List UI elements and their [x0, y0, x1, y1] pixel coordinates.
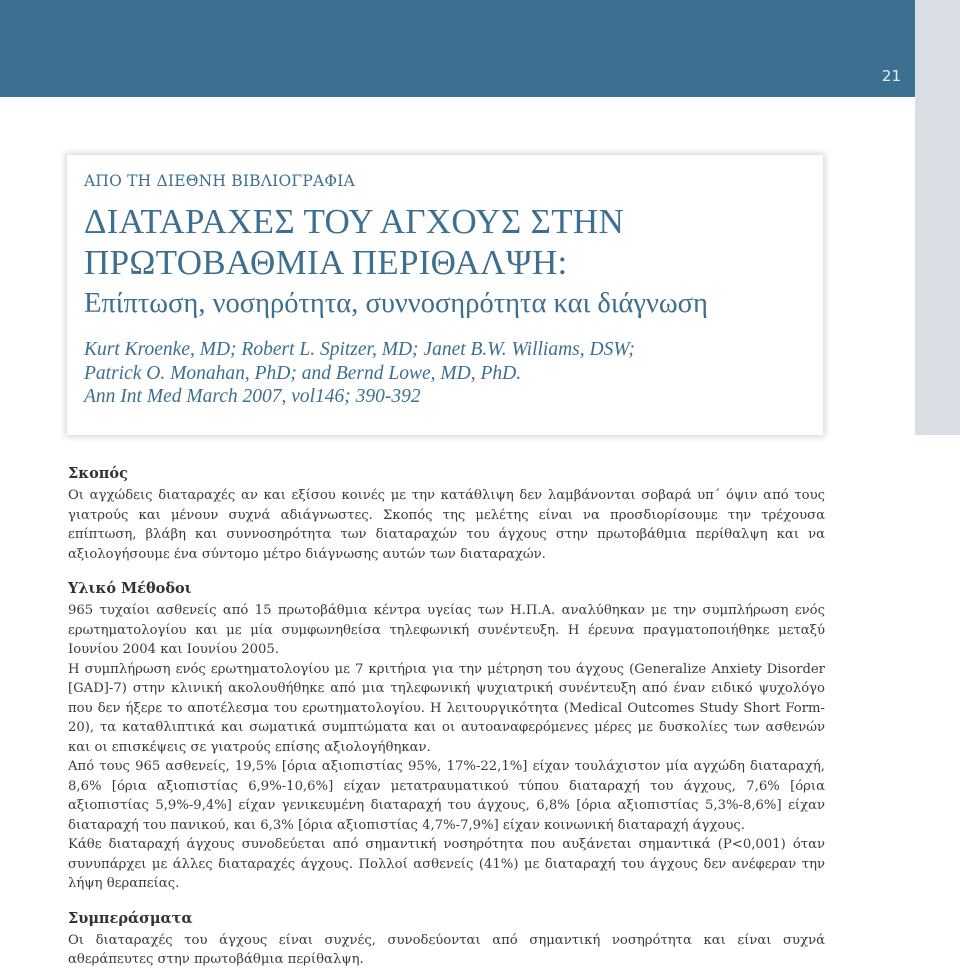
section-aim	[68, 464, 825, 564]
paragraph: Οι αγχώδεις διαταραχές αν και εξίσου κοινές με την κατάθλιψη δεν λαμβάνονται σοβαρά υπ΄ όψιν από τους γιατρούς και μένουν συχνά αδιάγνωστες. Σκοπός της μελέτης είναι να προσδιορίσουμε την τρέχουσα επίπτωση, βλάβη και συννοσηρότητα των διαταραχών του άγχους στην πρωτοβάθμια περίθαλψη και να αξιολογήσουμε ένα σύντομο μέτρο διάγνωσης αυτών των διαταραχών.	[68, 488, 825, 562]
section-methods	[68, 579, 825, 894]
article-body	[68, 464, 825, 970]
section-heading-aim: Σκοπός	[68, 465, 128, 482]
article-title	[84, 201, 624, 283]
section-heading-methods: Υλικό Μέθοδοι	[68, 580, 192, 597]
citation: Ann Int Med March 2007, vol146; 390-392	[84, 386, 421, 407]
paragraph: Οι διαταραχές του άγχους είναι συχνές, συνοδεύονται από σημαντική νοσηρότητα και είναι συχνά αθεράπευτες στην πρωτοβάθμια περίθαλψη.	[68, 932, 825, 967]
side-color-band	[915, 0, 960, 435]
top-color-band	[0, 0, 915, 97]
title-line-2: ΠΡΩΤΟΒΑΘΜΙΑ ΠΕΡΙΘΑΛΨΗ:	[84, 243, 568, 282]
page-number: 21	[881, 67, 901, 85]
authors-block	[84, 338, 635, 409]
title-line-1: ΔΙΑΤΑΡΑΧΕΣ ΤΟΥ ΑΓΧΟΥΣ ΣΤΗΝ	[84, 202, 625, 241]
title-box	[67, 155, 823, 435]
authors-line-2: Patrick O. Monahan, PhD; and Bernd Lowe, MD, PhD.	[84, 362, 522, 384]
section-label: ΑΠΟ ΤΗ ΔΙΕΘΝΗ ΒΙΒΛΙΟΓΡΑΦΙΑ	[84, 172, 356, 190]
article-subtitle: Επίπτωση, νοσηρότητα, συννοσηρότητα και διάγνωση	[84, 288, 708, 319]
paragraph: 965 τυχαίοι ασθενείς από 15 πρωτοβάθμια κέντρα υγείας των Η.Π.Α. αναλύθηκαν με την συμπλήρωση ενός ερωτηματολογίου και με μία συμφωνηθείσα τηλεφωνική συνέντευξη. Η έρευνα πραγματοποιήθηκε μεταξύ Ιουνίου 2004 και Ιουνίου 2005.	[68, 603, 825, 657]
authors-line-1: Kurt Kroenke, MD; Robert L. Spitzer, MD; Janet B.W. Williams, DSW;	[84, 339, 635, 360]
paragraph: Από τους 965 ασθενείς, 19,5% [όρια αξιοπιστίας 95%, 17%-22,1%] είχαν τουλάχιστον μία αγχώδη διαταραχή, 8,6% [όρια αξιοπιστίας 6,9%-10,6%] είχαν μετατραυματικού τύπου διαταραχή του άγχους, 7,6% [όρια αξιοπιστίας 5,9%-9,4%] είχαν γενικευμένη διαταραχή του άγχους, 6,8% [όρια αξιοπιστίας 5,3%-8,6%] είχαν διαταραχή του πανικού, και 6,3% [όρια αξιοπιστίας 4,7%-7,9%] είχαν κοινωνική διαταραχή άγχους.	[68, 759, 825, 833]
paragraph: Η συμπλήρωση ενός ερωτηματολογίου με 7 κριτήρια για την μέτρηση του άγχους (Generalize Anxiety Disorder [GAD]-7) στην κλινική ακολουθήθηκε από μια τηλεφωνική ψυχιατρική συνέντευξη από έναν ειδικό ψυχολόγο που δεν ήξερε το αποτέλεσμα του ερωτηματολογίου. Η λειτουργικότητα (Medical Outcomes Study Short Form-20), τα καταθλιπτικά και σωματικά συμπτώματα και οι αυτοαναφερόμενες μέρες με δυσκολίες των ασθενών και οι επισκέψεις σε γιατρούς επίσης αξιολογήθηκαν.	[68, 661, 825, 755]
section-conclusions	[68, 909, 825, 970]
paragraph: Κάθε διαταραχή άγχους συνοδεύεται από σημαντική νοσηρότητα που αυξάνεται σημαντικά (P<0,001) όταν συνυπάρχει με άλλες διαταραχές άγχους. Πολλοί ασθενείς (41%) με διαταραχή του άγχους δεν ανέφεραν την λήψη θεραπείας.	[68, 837, 825, 891]
section-heading-conclusions: Συμπεράσματα	[68, 909, 193, 927]
